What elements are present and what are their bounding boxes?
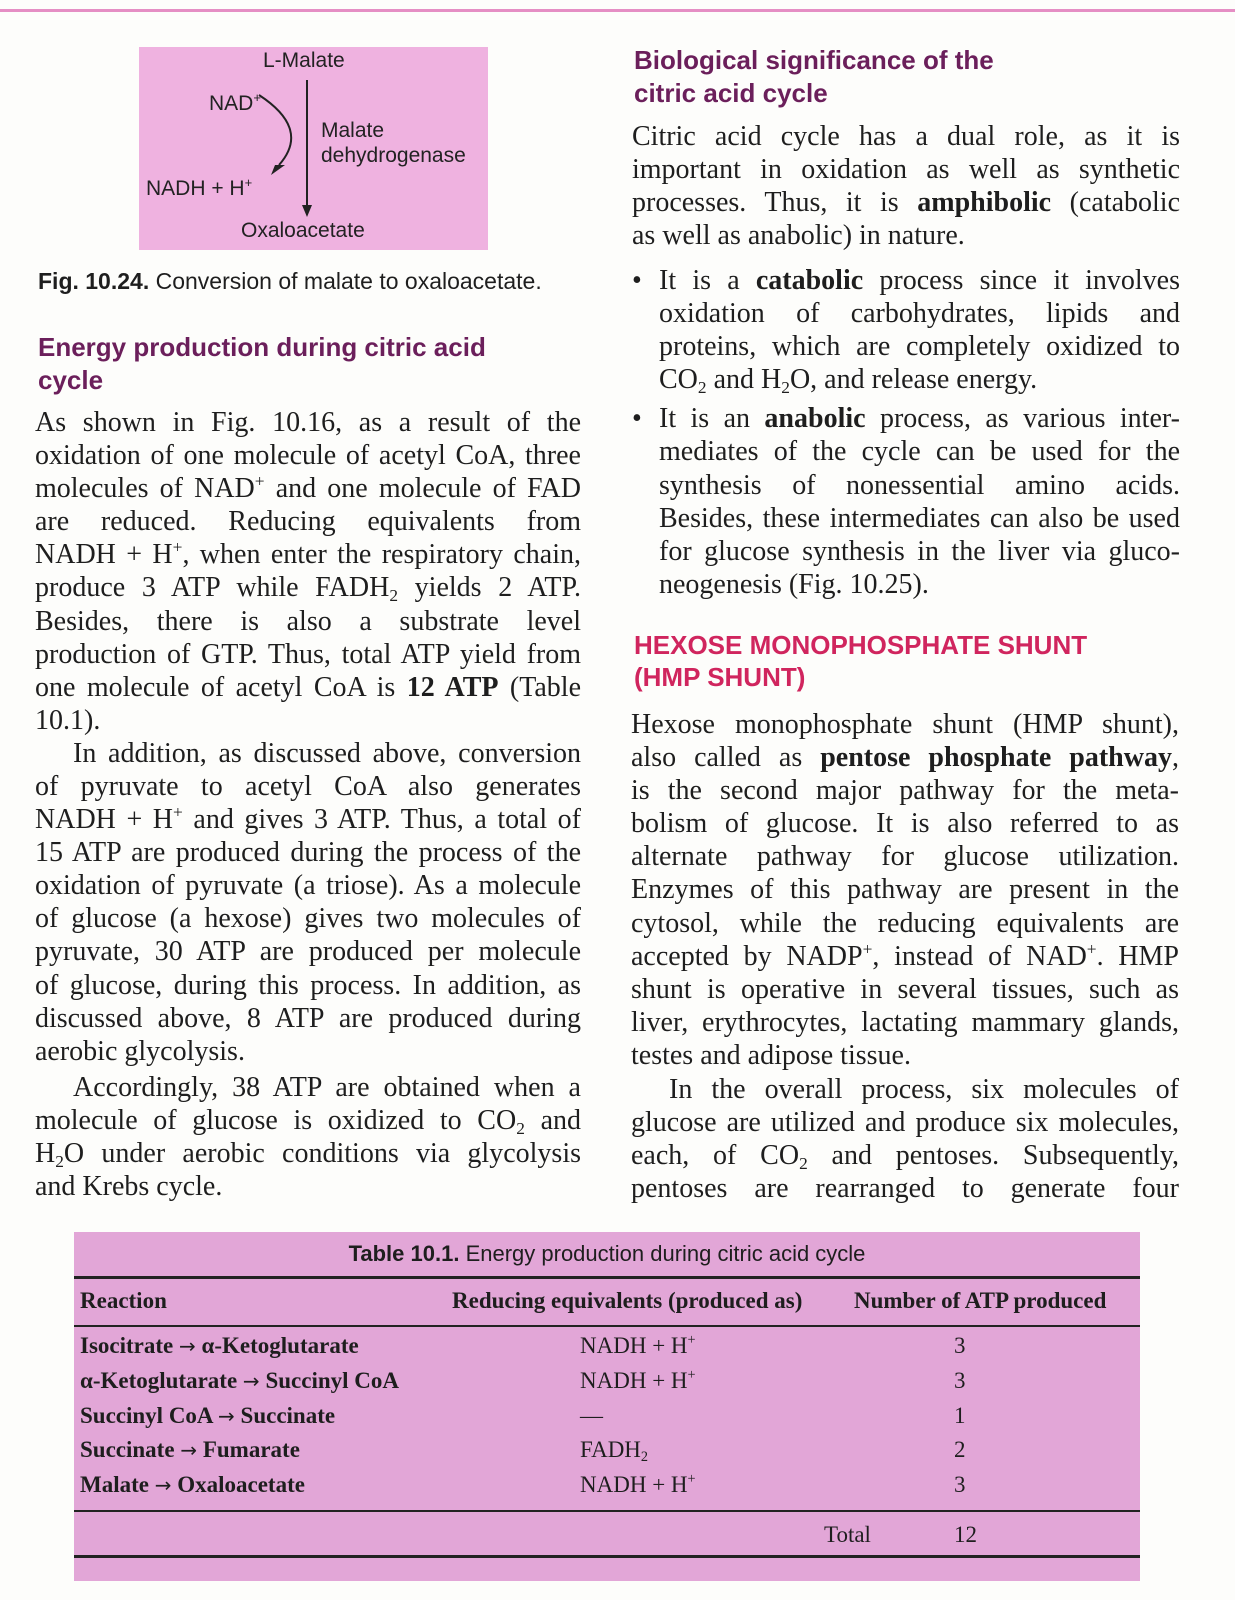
table-row [74,1437,1140,1472]
hmp-paragraph-1: Hexose monophosphate shunt (HMP shunt), also called as pentose phosphate pathway, is the second major pathway for the meta- bolism of glucose. It is also referred to as alternate pathway for glucose utilization. Enzymes of this pathway are present in the cytosol, while the reducing equivalents are accepted by NADP+, instead of NAD+. HMP shunt is operative in several tissues, such as liver, erythrocytes, lactating mammary glands, testes and adipose tissue. [631,709,1179,1071]
atp-cell: 3 [954,1368,966,1393]
reducing-equivalent-cell: NADH + H+ [580,1332,696,1358]
energy-production-heading: Energy production during citric acid cycle [38,332,486,395]
reducing-equivalent-cell: $FADH_2$ [580,1437,649,1465]
hmp-paragraph-2-body: glucose are utilized and produce six molecules, each, of $CO_2$ and pentoses. Subsequently, pentoses are rearranged to generate four [631,1107,1179,1205]
reaction-cell: Succinyl CoA → Succinate [80,1403,336,1428]
figure-caption: Fig. 10.24. Conversion of malate to oxaloacetate. [38,268,542,294]
cofactor-arrow-head [271,165,285,175]
enzyme-label-line2: dehydrogenase [321,144,466,167]
atp-cell: 3 [954,1472,966,1497]
energy-production-table [74,1232,1140,1581]
hmp-paragraph-2: In the overall process, six molecules of [669,1074,1179,1105]
atp-cell: 1 [954,1403,966,1428]
atp-cell: 3 [954,1333,966,1358]
total-label: Total [824,1522,871,1547]
reaction-cell: Succinate → Fumarate [80,1437,300,1462]
main-arrow-head [302,205,312,217]
oxaloacetate-label: Oxaloacetate [241,219,365,242]
biological-significance-heading: Biological significance of the citric acid cycle [634,45,994,108]
nad-label: NAD+ [209,89,261,115]
energy-paragraph-3: Accordingly, 38 ATP are obtained when a [73,1072,581,1103]
energy-paragraph-2: In addition, as discussed above, conversion [73,738,581,769]
table-top-rule [74,1276,1140,1279]
cofactor-curved-arrow [259,95,291,165]
reaction-cell: Malate → Oxaloacetate [80,1472,305,1497]
reaction-cell: Isocitrate → α-Ketoglutarate [80,1333,359,1358]
header-reaction: Reaction [80,1288,167,1313]
anabolic-bullet: • It is an anabolic process, as various inter- mediates of the cycle can be used for the synthesis of nonessential amino acids. Besides, these intermediates can also be used for glucose synthesis in the liver via gluco- neogenesis (Fig. 10.25). [632,402,1180,601]
reducing-equivalent-cell: — [580,1403,603,1428]
table-row [74,1403,1140,1438]
table-header-rule [74,1325,1140,1327]
hmp-shunt-heading: HEXOSE MONOPHOSPHATE SHUNT (HMP SHUNT) [634,630,1088,692]
total-value: 12 [954,1522,977,1547]
table-row [74,1368,1140,1403]
table-rows-end-rule [74,1510,1140,1512]
significance-bullet-list [632,264,1180,601]
header-atp-produced: Number of ATP produced [854,1288,1107,1313]
nadh-label: NADH + H+ [146,174,253,200]
reaction-cell: α-Ketoglutarate → Succinyl CoA [80,1368,399,1393]
reducing-equivalent-cell: NADH + H+ [580,1471,696,1497]
top-border-line [0,9,1235,12]
energy-paragraph-2-body: of pyruvate to acetyl CoA also generates NADH + H+ and gives 3 ATP. Thus, a total of 15 ATP are produced during the process of the oxidation of pyruvate (a triose). As a molecule of glucose (a hexose) gives two molecules of pyruvate, 30 ATP are produced per molecule of glucose, during this process. In addition, as discussed above, 8 ATP are produced during aerobic glycolysis. [35,771,582,1067]
table-row [74,1472,1140,1507]
atp-cell: 2 [954,1437,966,1462]
table-row [74,1333,1140,1368]
catabolic-bullet: • It is a catabolic process since it involves oxidation of carbohydrates, lipids and proteins, which are completely oxidized to $CO_2$ and $H_2O$, and release energy. [632,264,1180,396]
energy-paragraph-3-body: molecule of glucose is oxidized to $CO_2$ and $H_2O$ under aerobic conditions via glycolysis and Krebs cycle. [35,1105,581,1203]
table-title: Table 10.1. Energy production during citric acid cycle [348,1241,866,1266]
enzyme-label-line1: Malate [321,119,385,142]
header-reducing-equivalents: Reducing equivalents (produced as) [452,1288,803,1313]
energy-paragraph-1: As shown in Fig. 10.16, as a result of the oxidation of one molecule of acetyl CoA, three molecules of NAD+ and one molecule of FAD are reduced. Reducing equivalents from NADH + H+, when enter the respiratory chain, produce 3 ATP while $FADH_2$ yields 2 ATP. Besides, there is also a substrate level production of GTP. Thus, total ATP yield from one molecule of acetyl CoA is 12 ATP (Table 10.1). [35,407,582,736]
table-bottom-rule [74,1555,1140,1558]
malate-conversion-figure [139,47,488,250]
l-malate-label: L-Malate [263,49,345,72]
citric-acid-intro-paragraph: Citric acid cycle has a dual role, as it is important in oxidation as well as synthetic processes. Thus, it is amphibolic (catabolic as well as anabolic) in nature. [632,121,1181,252]
reducing-equivalent-cell: NADH + H+ [580,1367,696,1393]
